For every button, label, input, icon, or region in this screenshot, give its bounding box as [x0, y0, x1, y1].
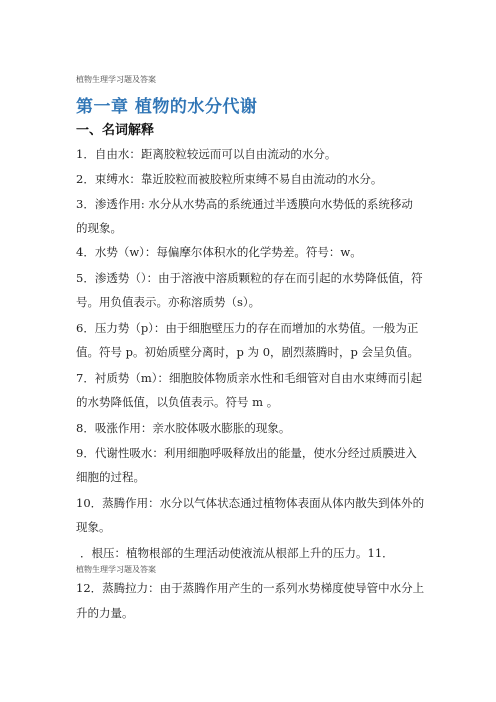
running-header-top: 植物生理学习题及答案	[76, 75, 156, 84]
text-line: 8．吸涨作用：亲水胶体吸水膨胀的现象。	[76, 421, 291, 435]
text-line: 9．代谢性吸水：利用细胞呼吸释放出的能量，使水分经过质膜进入	[76, 446, 417, 460]
text-line: 12．蒸腾拉力：由于蒸腾作用产生的一系列水势梯度使导管中水分上	[76, 581, 425, 595]
text-line: 的水势降低值，以负值表示。符号 m 。	[76, 395, 279, 409]
text-line: 5．渗透势（）：由于溶液中溶质颗粒的存在而引起的水势降低值，符	[76, 271, 423, 285]
text-line: 2．束缚水：靠近胶粒而被胶粒所束缚不易自由流动的水分。	[76, 172, 383, 186]
section-title: 一、名词解释	[76, 123, 155, 138]
running-header-mid: 植物生理学习题及答案	[76, 565, 156, 574]
text-line: 1．自由水：距离胶粒较远而可以自由流动的水分。	[76, 147, 337, 161]
text-line: 升的力量。	[76, 606, 134, 620]
text-line: 的现象。	[76, 221, 122, 235]
text-line: 3．渗透作用: 水分从水势高的系统通过半透膜向水势低的系统移动	[76, 197, 413, 211]
text-line: 7．衬质势（m）：细胞胶体物质亲水性和毛细管对自由水束缚而引起	[76, 371, 422, 385]
chapter-title: 第一章 植物的水分代谢	[76, 97, 258, 117]
text-line: 6．压力势（p）：由于细胞壁压力的存在而增加的水势值。一般为正	[76, 321, 419, 335]
text-line: 10．蒸腾作用：水分以气体状态通过植物体表面从体内散失到体外的	[76, 496, 425, 510]
text-line: 细胞的过程。	[76, 470, 145, 484]
text-line: 4．水势（w）：每偏摩尔体积水的化学势差。符号：w。	[76, 245, 362, 259]
text-line: ．根压：植物根部的生理活动使液流从根部上升的压力。11．	[80, 546, 394, 560]
text-line: 号。用负值表示。亦称溶质势（s）。	[76, 295, 261, 309]
text-line: 现象。	[76, 520, 111, 534]
text-line: 值。符号 p。初始质壁分离时，p 为 0，剧烈蒸腾时，p 会呈负值。	[76, 345, 420, 359]
